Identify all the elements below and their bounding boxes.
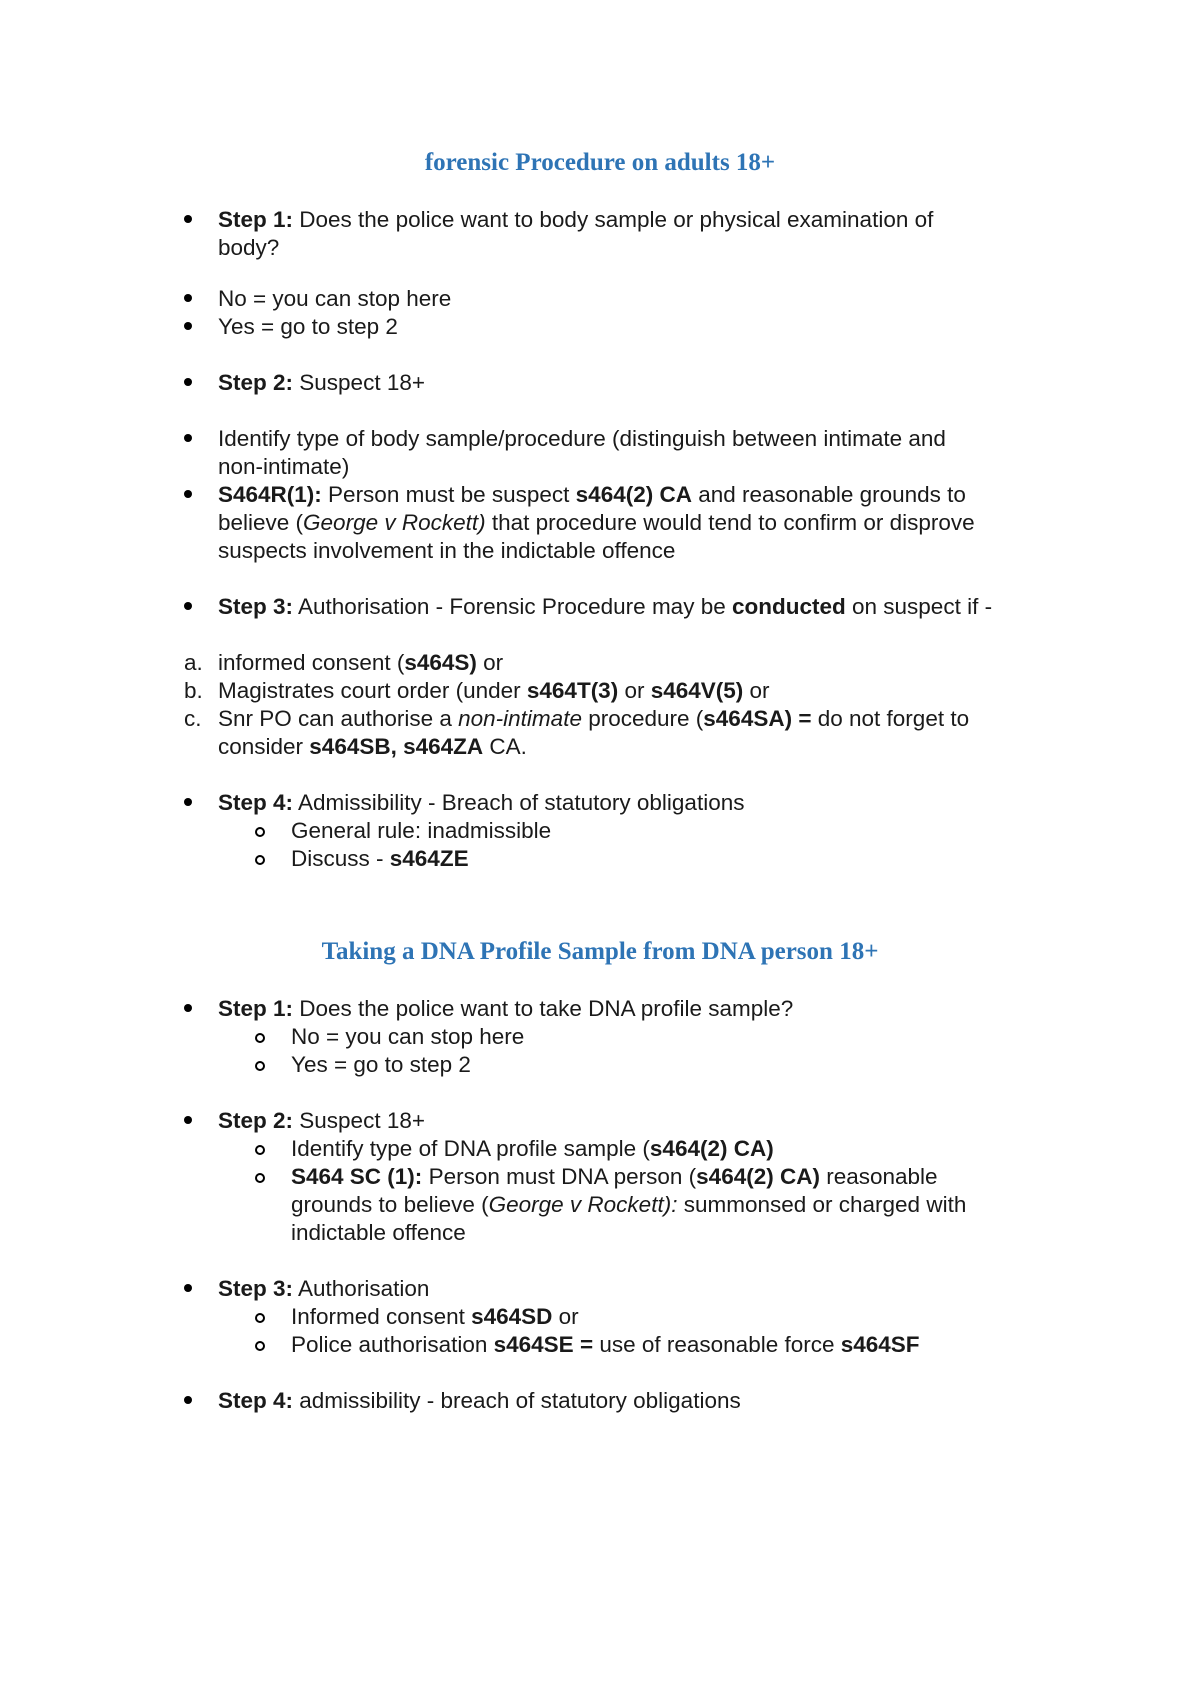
s464sc-line-2: grounds to believe (George v Rockett): summonsed or charged with (291, 1192, 967, 1217)
circle-bullet-icon (255, 1061, 265, 1071)
bullet-icon (184, 1396, 192, 1404)
list-letter-a: a. (184, 650, 203, 675)
s464r-line-2: believe (George v Rockett) that procedure would tend to confirm or disprove (218, 510, 975, 535)
bullet-icon (184, 215, 192, 223)
circle-bullet-icon (255, 1173, 265, 1183)
bullet-icon (184, 1284, 192, 1292)
bullet-icon (184, 378, 192, 386)
yes-line: Yes = go to step 2 (218, 314, 398, 339)
s464r-line-3: suspects involvement in the indictable offence (218, 538, 676, 563)
bullet-icon (184, 434, 192, 442)
list-letter-b: b. (184, 678, 203, 703)
step-4-line: Step 4: Admissibility - Breach of statutory obligations (218, 790, 745, 815)
general-rule-line: General rule: inadmissible (291, 818, 552, 843)
bullet-icon (184, 1004, 192, 1012)
circle-bullet-icon (255, 1033, 265, 1043)
circle-bullet-icon (255, 1341, 265, 1351)
s464r-line: S464R(1): Person must be suspect s464(2) CA and reasonable grounds to (218, 482, 966, 507)
step-1-line: Step 1: Does the police want to body sample or physical examination of (218, 207, 934, 232)
section-title: forensic Procedure on adults 18+ (424, 149, 776, 176)
step-4-line: Step 4: admissibility - breach of statutory obligations (218, 1388, 741, 1413)
yes-line: Yes = go to step 2 (291, 1052, 471, 1077)
circle-bullet-icon (255, 855, 265, 865)
s464sc-line: S464 SC (1): Person must DNA person (s464(2) CA) reasonable (291, 1164, 938, 1189)
no-line: No = you can stop here (218, 286, 452, 311)
list-item-a: informed consent (s464S) or (218, 650, 504, 675)
bullet-icon (184, 490, 192, 498)
circle-bullet-icon (255, 827, 265, 837)
police-line: Police authorisation s464SE = use of reasonable force s464SF (291, 1332, 920, 1357)
bullet-icon (184, 1116, 192, 1124)
circle-bullet-icon (255, 1145, 265, 1155)
step-1-line-cont: body? (218, 235, 280, 260)
s464sc-line-3: indictable offence (291, 1220, 466, 1245)
list-item-b: Magistrates court order (under s464T(3) or s464V(5) or (218, 678, 770, 703)
discuss-line: Discuss - s464ZE (291, 846, 469, 871)
no-line: No = you can stop here (291, 1024, 525, 1049)
identify-line: Identify type of DNA profile sample (s464(2) CA) (291, 1136, 774, 1161)
step-3-line: Step 3: Authorisation (218, 1276, 430, 1301)
bullet-icon (184, 602, 192, 610)
list-letter-c: c. (184, 706, 202, 731)
identify-line-cont: non-intimate) (218, 454, 350, 479)
section-title: Taking a DNA Profile Sample from DNA person 18+ (321, 938, 879, 965)
step-1-line: Step 1: Does the police want to take DNA profile sample? (218, 996, 794, 1021)
list-item-c-cont: consider s464SB, s464ZA CA. (218, 734, 527, 759)
bullet-icon (184, 294, 192, 302)
step-3-line: Step 3: Authorisation - Forensic Procedure may be conducted on suspect if - (218, 594, 993, 619)
identify-line: Identify type of body sample/procedure (distinguish between intimate and (218, 426, 946, 451)
step-2-line: Step 2: Suspect 18+ (218, 1108, 425, 1133)
list-item-c: Snr PO can authorise a non-intimate procedure (s464SA) = do not forget to (218, 706, 970, 731)
bullet-icon (184, 798, 192, 806)
bullet-icon (184, 322, 192, 330)
consent-line: Informed consent s464SD or (291, 1304, 579, 1329)
step-2-line: Step 2: Suspect 18+ (218, 370, 425, 395)
circle-bullet-icon (255, 1313, 265, 1323)
